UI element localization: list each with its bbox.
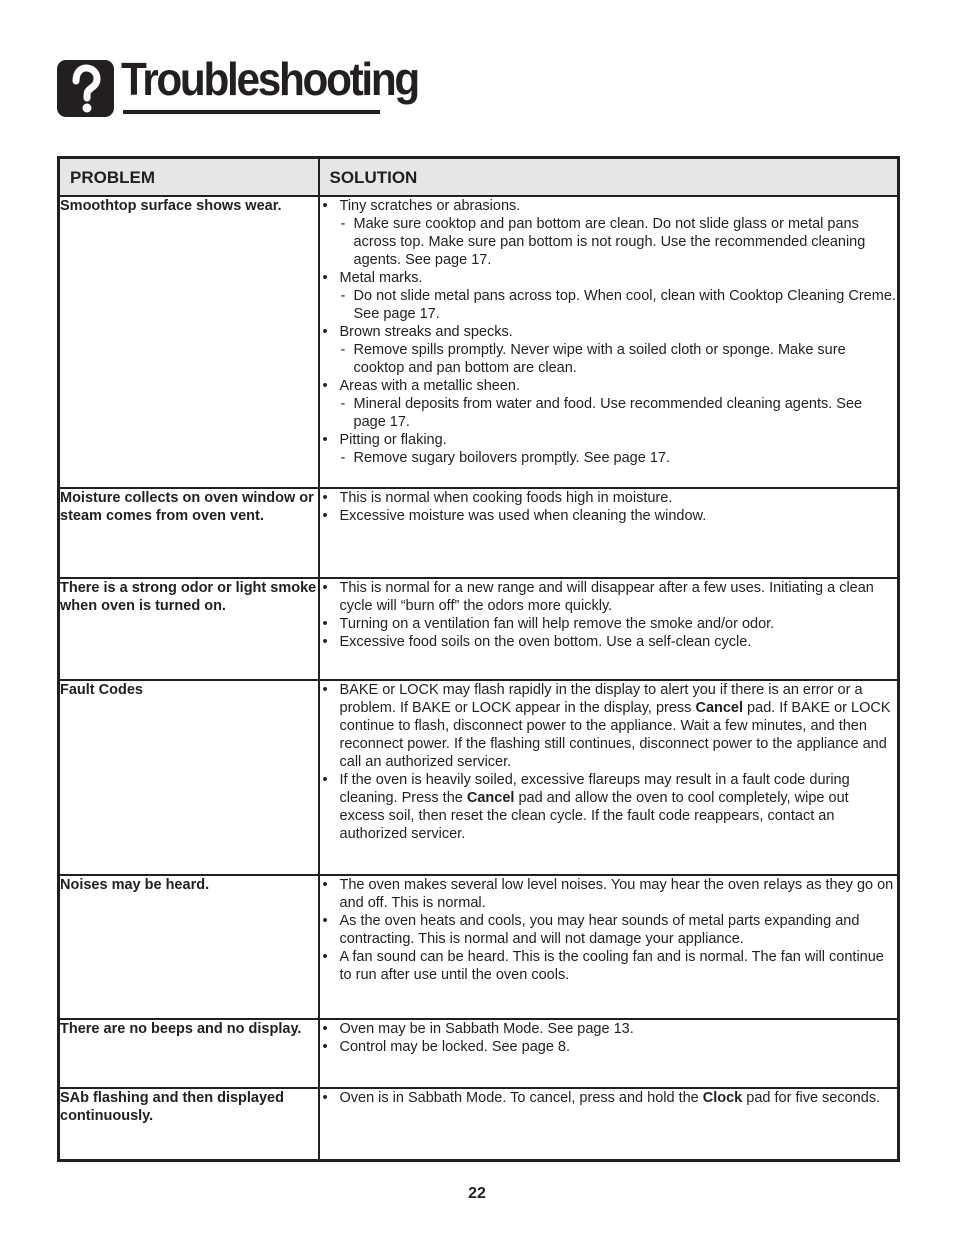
solution-text: Brown streaks and specks.	[339, 324, 513, 340]
problem-cell: There are no beeps and no display.	[59, 1019, 319, 1088]
solution-text: pad. If BAKE or LOCK continue to flash, disconnect power to the appliance. Wait a few minutes, and then reconnect power. If the flashing still continues, disconnect power to the appliance and call an authorized servicer.	[339, 700, 891, 770]
solution-item	[320, 681, 898, 771]
solution-text: As the oven heats and cools, you may hear sounds of metal parts expanding and contracting. This is normal and will not damage your appliance.	[339, 913, 860, 947]
problem-column-header: PROBLEM	[59, 158, 319, 197]
solution-text: pad for five seconds.	[742, 1090, 881, 1106]
solution-text: The oven makes several low level noises. You may hear the oven relays as they go on and off. This is normal.	[339, 877, 894, 911]
sub-list	[340, 215, 898, 269]
solution-cell	[319, 1019, 899, 1088]
page-number: 22	[468, 1185, 486, 1202]
solution-item	[320, 269, 898, 323]
keyword-text: Cancel	[466, 790, 515, 806]
sub-item: - Remove spills promptly. Never wipe with a soiled cloth or sponge. Make sure cooktop and pan bottom are clean.	[340, 341, 898, 377]
solution-column-header: SOLUTION	[319, 158, 899, 197]
keyword-text: Clock	[702, 1090, 743, 1106]
problem-cell: Smoothtop surface shows wear.	[59, 196, 319, 488]
solution-cell	[319, 1088, 899, 1160]
solution-list	[320, 579, 898, 651]
solution-item	[320, 615, 898, 633]
sub-list	[340, 341, 898, 377]
solution-text: Metal marks.	[339, 270, 423, 286]
solution-item	[320, 948, 898, 984]
solution-text: A fan sound can be heard. This is the cooling fan and is normal. The fan will continue to run after use until the oven cools.	[339, 949, 884, 983]
solution-item	[320, 431, 898, 467]
keyword-text: Cancel	[695, 700, 744, 716]
solution-cell	[319, 680, 899, 875]
page-title: Troubleshooting	[121, 53, 418, 105]
problem-cell: Moisture collects on oven window or steam comes from oven vent.	[59, 488, 319, 578]
table-header-row	[59, 158, 899, 197]
sub-item: - Remove sugary boilovers promptly. See page 17.	[340, 449, 898, 467]
solution-text: Tiny scratches or abrasions.	[339, 198, 521, 214]
table-row	[59, 488, 899, 578]
solution-cell	[319, 875, 899, 1019]
problem-cell: SAb flashing and then displayed continuously.	[59, 1088, 319, 1160]
solution-item	[320, 197, 898, 269]
solution-cell	[319, 578, 899, 680]
table-row	[59, 196, 899, 488]
sub-list	[340, 395, 898, 431]
solution-text: Oven may be in Sabbath Mode. See page 13.	[339, 1021, 634, 1037]
solution-item	[320, 1038, 898, 1056]
solution-text: Excessive moisture was used when cleaning the window.	[339, 508, 707, 524]
solution-list	[320, 197, 898, 467]
solution-item	[320, 377, 898, 431]
troubleshooting-table	[57, 156, 900, 1162]
title-underline	[123, 110, 380, 114]
solution-list	[320, 1089, 898, 1107]
sub-item: - Mineral deposits from water and food. Use recommended cleaning agents. See page 17.	[340, 395, 898, 431]
solution-item	[320, 771, 898, 843]
sub-item: - Make sure cooktop and pan bottom are clean. Do not slide glass or metal pans across top. Make sure pan bottom is not rough. Use the recommended cleaning agents. See page 17.	[340, 215, 898, 269]
problem-cell: There is a strong odor or light smoke when oven is turned on.	[59, 578, 319, 680]
solution-item	[320, 1020, 898, 1038]
solution-item	[320, 633, 898, 651]
solution-list	[320, 876, 898, 984]
problem-cell: Fault Codes	[59, 680, 319, 875]
solution-item	[320, 323, 898, 377]
question-mark-icon	[57, 60, 114, 117]
table-row	[59, 1019, 899, 1088]
solution-item	[320, 489, 898, 507]
solution-text: Areas with a metallic sheen.	[339, 378, 521, 394]
solution-cell	[319, 196, 899, 488]
solution-item	[320, 507, 898, 525]
table-row	[59, 578, 899, 680]
solution-text: Turning on a ventilation fan will help remove the smoke and/or odor.	[339, 616, 775, 632]
solution-item	[320, 1089, 898, 1107]
solution-list	[320, 1020, 898, 1056]
solution-text: Pitting or flaking.	[339, 432, 447, 448]
sub-list	[340, 449, 898, 467]
table-row	[59, 1088, 899, 1160]
solution-text: Excessive food soils on the oven bottom. Use a self-clean cycle.	[339, 634, 752, 650]
table-row	[59, 875, 899, 1019]
solution-text: This is normal when cooking foods high in moisture.	[339, 490, 673, 506]
sub-item: - Do not slide metal pans across top. When cool, clean with Cooktop Cleaning Creme. See page 17.	[340, 287, 898, 323]
solution-text: Oven is in Sabbath Mode. To cancel, press and hold the	[339, 1090, 703, 1106]
sub-list	[340, 287, 898, 323]
solution-text: Control may be locked. See page 8.	[339, 1039, 571, 1055]
solution-list	[320, 681, 898, 843]
solution-text: BAKE or LOCK may flash rapidly in the display to alert you if there is an error or a problem. If BAKE or LOCK appear in the display, press	[339, 682, 863, 716]
solution-item	[320, 876, 898, 912]
solution-item	[320, 912, 898, 948]
problem-cell: Noises may be heard.	[59, 875, 319, 1019]
solution-cell	[319, 488, 899, 578]
solution-text: pad and allow the oven to cool completely, wipe out excess soil, then reset the clean cycle. If the fault code reappears, contact an authorized servicer.	[339, 790, 849, 842]
solution-text: If the oven is heavily soiled, excessive flareups may result in a fault code during cleaning. Press the	[339, 772, 850, 806]
solution-item	[320, 579, 898, 615]
solution-text: This is normal for a new range and will disappear after a few uses. Initiating a clean cycle will “burn off” the odors more quickly.	[339, 580, 874, 614]
table-row	[59, 680, 899, 875]
solution-list	[320, 489, 898, 525]
